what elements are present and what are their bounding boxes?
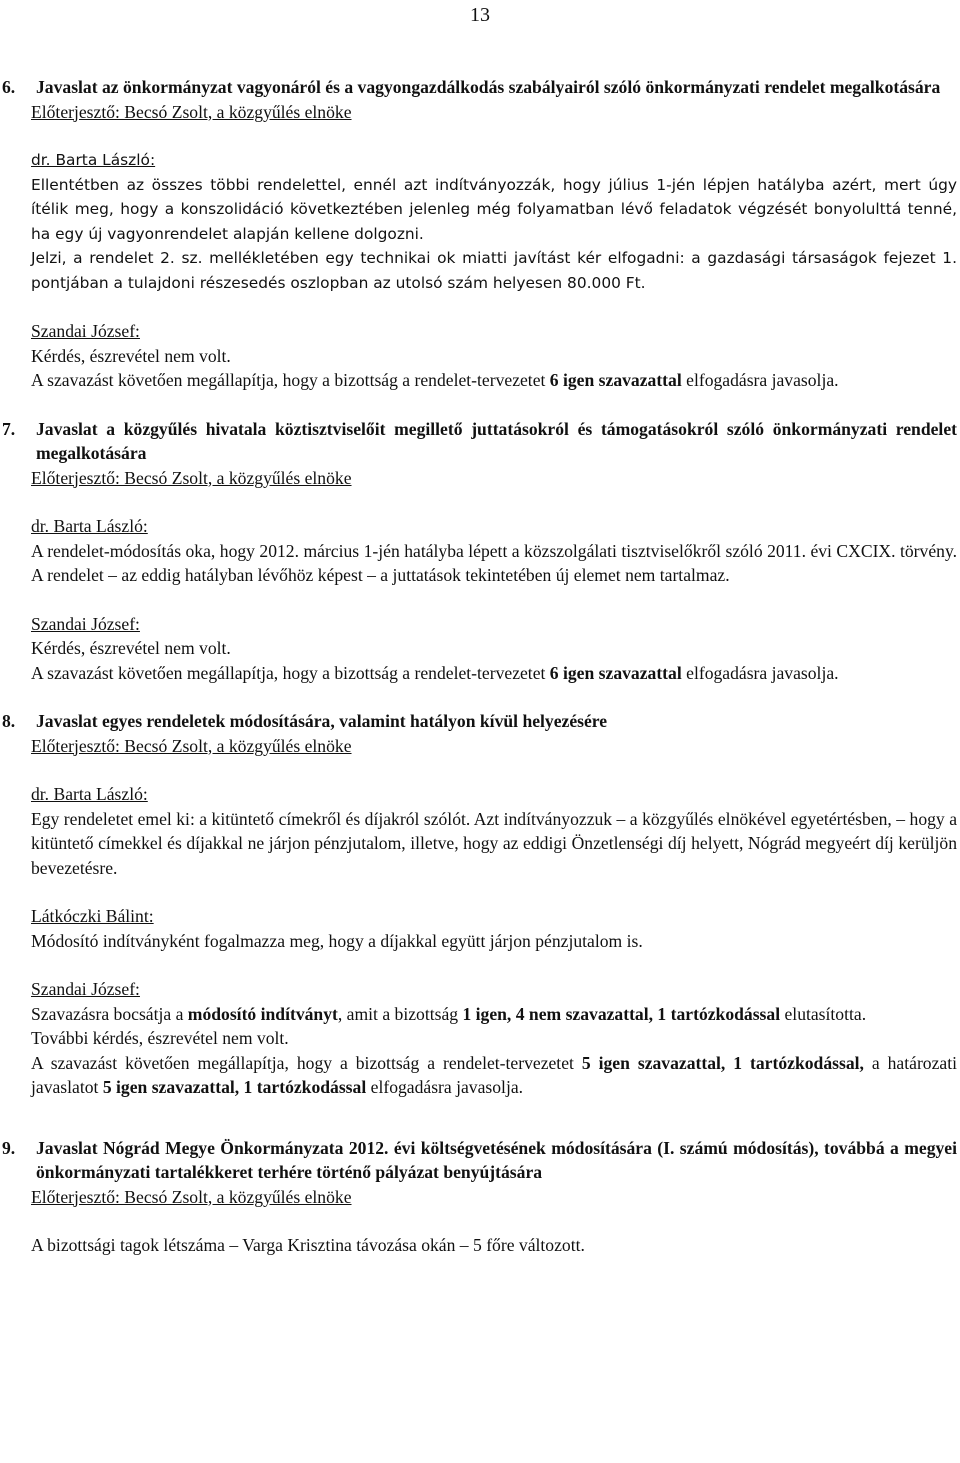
members-note: A bizottsági tagok létszáma – Varga Krisztina távozása okán – 5 főre változott.: [31, 1235, 585, 1255]
no-questions-text: Kérdés, észrevétel nem volt.: [31, 345, 231, 366]
speech-text: Ellentétben az összes többi rendelettel, ennél azt indítványozzák, hogy július 1-jén lépjen hatályba azért, mert úgy ítélik meg, hogy a konszolidáció következtében jelenleg még folyamatban lévő feladatok végzését bonyolulttá tenné, ha egy új vagyonrendelet alapján kellene dolgozni.: [31, 175, 957, 243]
agenda-item-title: Javaslat Nógrád Megye Önkormányzata 2012. évi költségvetésének módosítására (I. számú módosítás), továbbá a megyei önkormányzati tartalékkeret terhére történő pályázat benyújtására: [36, 1137, 957, 1182]
speaker-name: Szandai József:: [31, 979, 140, 999]
agenda-item-6-heading: [2, 75, 957, 100]
speech-text: Módosító indítványként fogalmazza meg, hogy a díjakkal együtt járjon pénzjutalom is.: [31, 930, 643, 951]
speaker-name: Látkóczki Bálint:: [31, 906, 154, 926]
agenda-item-9-heading: [2, 1136, 957, 1185]
speech-text: A rendelet-módosítás oka, hogy 2012. március 1-jén hatályba lépett a közszolgálati tisztviselőkről szóló 2011. évi CXCIX. törvény. A rendelet – az eddig hatályban lévőhöz képest – a juttatások tekintetében új elemet nem tartalmaz.: [31, 540, 957, 585]
agenda-item-number: 9.: [2, 1137, 16, 1158]
agenda-item-number: 8.: [2, 711, 16, 731]
agenda-item-8-heading: [2, 709, 957, 734]
document-body: [2, 75, 957, 1258]
page-number: 13: [470, 4, 490, 26]
vote-result: A szavazást követően megállapítja, hogy a bizottság a rendelet-tervezetet 6 igen szavazattal elfogadásra javasolja.: [31, 370, 839, 390]
presenter-line: Előterjesztő: Becsó Zsolt, a közgyűlés elnöke: [31, 735, 352, 756]
speech-text: Jelzi, a rendelet 2. sz. mellékletében egy technikai ok miatti javítást kér elfogadni: a gazdasági társaságok fejezet 1. pontjában a tulajdoni részesedés oszlopban az utolsó szám helyesen 80.000 Ft.: [31, 249, 957, 292]
agenda-item-title: Javaslat egyes rendeletek módosítására, valamint hatályon kívül helyezésére: [36, 711, 608, 731]
agenda-item-7-heading: [2, 417, 957, 466]
agenda-item-number: 7.: [2, 418, 16, 439]
presenter-line: Előterjesztő: Becsó Zsolt, a közgyűlés elnöke: [31, 101, 352, 122]
speaker-name: dr. Barta László:: [31, 784, 148, 804]
speaker-name: Szandai József:: [31, 321, 140, 341]
presenter-line: Előterjesztő: Becsó Zsolt, a közgyűlés elnöke: [31, 1186, 352, 1207]
agenda-item-number: 6.: [2, 77, 16, 97]
agenda-item-title: Javaslat a közgyűlés hivatala köztisztviselőit megillető juttatásokról és támogatásokról szóló önkormányzati rendelet megalkotására: [36, 418, 957, 463]
vote-result: A szavazást követően megállapítja, hogy a bizottság a rendelet-tervezetet 5 igen szavazattal, 1 tartózkodással, a határozati javaslatot 5 igen szavazattal, 1 tartózkodással elfogadásra javasolja.: [31, 1052, 957, 1097]
agenda-item-title: Javaslat az önkormányzat vagyonáról és a vagyongazdálkodás szabályairól szóló önkormányzati rendelet megalkotására: [36, 77, 941, 97]
speaker-name: Szandai József:: [31, 613, 140, 634]
presenter-line: Előterjesztő: Becsó Zsolt, a közgyűlés elnöke: [31, 467, 352, 488]
no-questions-text: További kérdés, észrevétel nem volt.: [31, 1028, 289, 1048]
speaker-name: dr. Barta László:: [31, 516, 148, 536]
no-questions-text: Kérdés, észrevétel nem volt.: [31, 638, 231, 658]
amendment-vote: Szavazásra bocsátja a módosító indítványt, amit a bizottság 1 igen, 4 nem szavazattal, 1 tartózkodással elutasította.: [31, 1003, 867, 1024]
speech-text: Egy rendeletet emel ki: a kitüntető címekről és díjakról szólót. Azt indítványozzuk – a közgyűlés elnökével egyetértésben, – hogy a kitüntető címekkel és díjakkal ne járjon pénzjutalom, illetve, hogy az eddigi Önzetlenségi díj helyett, Nógrád megyeért díj kerüljön bevezetésre.: [31, 808, 957, 878]
vote-result: A szavazást követően megállapítja, hogy a bizottság a rendelet-tervezetet 6 igen szavazattal elfogadásra javasolja.: [31, 662, 839, 683]
speaker-name: dr. Barta László:: [31, 151, 156, 169]
